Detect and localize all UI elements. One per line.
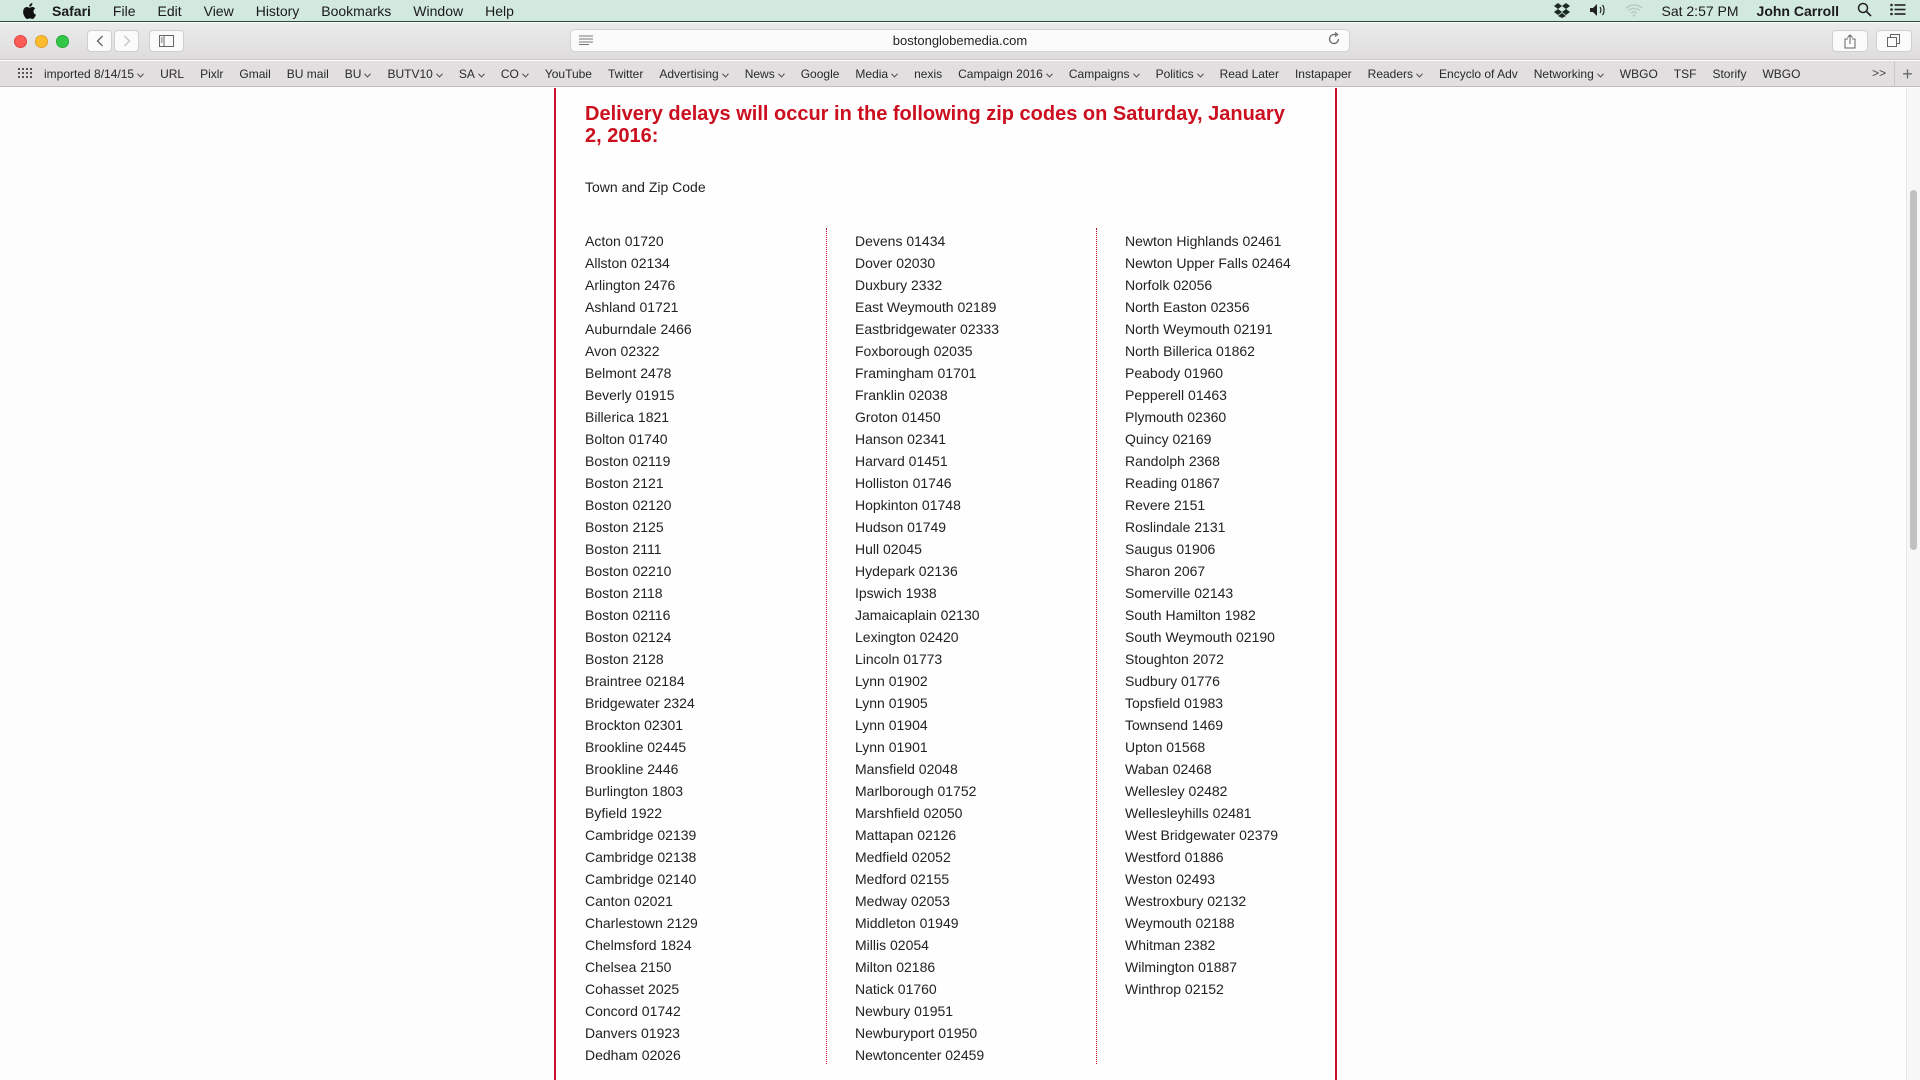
town-zip-entry: Townsend 1469: [1125, 717, 1224, 733]
sidebar-icon: [159, 35, 174, 47]
town-zip-entry: Boston 2111: [585, 541, 662, 557]
dropbox-icon[interactable]: [1553, 2, 1571, 21]
town-zip-entry: Chelmsford 1824: [585, 937, 692, 953]
bookmark-link[interactable]: [545, 67, 592, 81]
bookmark-label: News: [744, 66, 775, 81]
town-zip-entry: Hanson 02341: [855, 431, 947, 447]
town-zip-entry: Brookline 02445: [585, 739, 687, 755]
chevron-down-icon: [137, 70, 144, 80]
town-zip-entry: Boston 2118: [585, 585, 663, 601]
town-zip-entry: Billerica 1821: [585, 409, 670, 425]
menu-edit[interactable]: Edit: [157, 2, 182, 19]
chevron-down-icon: [1133, 70, 1140, 80]
town-zip-entry: Sudbury 01776: [1125, 673, 1220, 689]
bookmark-folder[interactable]: [501, 67, 529, 81]
town-zip-entry: Hudson 01749: [855, 519, 947, 535]
bookmark-link[interactable]: [1220, 67, 1279, 81]
town-zip-entry: Arlington 2476: [585, 277, 676, 293]
town-zip-entry: Beverly 01915: [585, 387, 675, 403]
page-headline: Delivery delays will occur in the following zip codes on Saturday, January 2, 2016:: [585, 103, 1285, 147]
scrollbar-thumb[interactable]: [1910, 190, 1917, 550]
town-zip-entry: Bridgewater 2324: [585, 695, 695, 711]
bookmark-folder[interactable]: [1156, 67, 1204, 81]
town-zip-entry: Mansfield 02048: [855, 761, 958, 777]
zip-column-3: [1125, 230, 1375, 1000]
town-zip-entry: Boston 2125: [585, 519, 664, 535]
town-zip-entry: Norfolk 02056: [1125, 277, 1213, 293]
bookmark-label: Campaigns: [1068, 66, 1130, 81]
bookmark-link[interactable]: [160, 67, 184, 81]
bookmark-label: BUTV10: [387, 66, 433, 81]
chevron-down-icon: [1597, 70, 1604, 80]
town-zip-entry: Foxborough 02035: [855, 343, 973, 359]
town-zip-entry: Dedham 02026: [585, 1047, 681, 1063]
town-zip-entry: Holliston 01746: [855, 475, 952, 491]
show-all-bookmarks-icon[interactable]: [18, 67, 32, 81]
town-zip-entry: Medfield 02052: [855, 849, 951, 865]
bookmark-items: [44, 67, 1816, 81]
bookmark-label: BU mail: [286, 66, 329, 81]
bookmark-label: nexis: [914, 66, 943, 81]
town-zip-entry: Boston 02116: [585, 607, 671, 623]
bookmark-link[interactable]: [1762, 67, 1800, 81]
navigation-buttons: [87, 30, 139, 52]
town-zip-entry: Middleton 01949: [855, 915, 959, 931]
town-zip-entry: Auburndale 2466: [585, 321, 692, 337]
zip-column-1: [585, 230, 835, 1066]
bookmark-label: Instapaper: [1294, 66, 1352, 81]
share-icon: [1844, 34, 1856, 49]
column-divider: [826, 228, 827, 1064]
town-zip-entry: Whitman 2382: [1125, 937, 1216, 953]
town-zip-entry: Jamaicaplain 02130: [855, 607, 980, 623]
bookmark-label: Readers: [1367, 66, 1414, 81]
spotlight-search-icon[interactable]: [1857, 2, 1872, 20]
bookmark-link[interactable]: [1620, 67, 1658, 81]
town-zip-entry: Boston 02210: [585, 563, 672, 579]
bookmark-label: WBGO: [1619, 66, 1658, 81]
chevron-down-icon: [891, 70, 898, 80]
town-zip-entry: Danvers 01923: [585, 1025, 680, 1041]
back-button[interactable]: [87, 30, 112, 52]
town-zip-entry: Saugus 01906: [1125, 541, 1216, 557]
town-zip-entry: North Billerica 01862: [1125, 343, 1255, 359]
town-zip-entry: Framingham 01701: [855, 365, 977, 381]
show-all-tabs-button[interactable]: [1876, 30, 1912, 52]
town-zip-entry: Ipswich 1938: [855, 585, 937, 601]
town-zip-entry: Marlborough 01752: [855, 783, 977, 799]
reload-icon[interactable]: [1327, 32, 1341, 50]
bookmark-folder[interactable]: [459, 67, 485, 81]
chevron-down-icon: [1046, 70, 1053, 80]
town-zip-entry: Cambridge 02138: [585, 849, 697, 865]
town-zip-entry: Cambridge 02140: [585, 871, 697, 887]
menu-bookmarks[interactable]: Bookmarks: [321, 2, 392, 19]
town-zip-entry: Boston 2121: [585, 475, 664, 491]
town-zip-entry: Medway 02053: [855, 893, 950, 909]
tabs-overview-icon: [1887, 34, 1901, 48]
bookmark-label: imported 8/14/15: [44, 66, 135, 81]
town-zip-entry: Milton 02186: [855, 959, 936, 975]
forward-button[interactable]: [114, 30, 139, 52]
bookmark-link[interactable]: [914, 67, 942, 81]
town-zip-entry: Eastbridgewater 02333: [855, 321, 999, 337]
bookmark-label: CO: [500, 66, 519, 81]
chevron-down-icon: [1416, 70, 1423, 80]
town-zip-entry: Quincy 02169: [1125, 431, 1212, 447]
window-controls: [14, 35, 69, 48]
bookmark-link[interactable]: [1712, 67, 1746, 81]
town-zip-entry: Braintree 02184: [585, 673, 685, 689]
town-zip-entry: Newton Highlands 02461: [1125, 233, 1282, 249]
bookmark-link[interactable]: [287, 67, 329, 81]
town-zip-entry: Charlestown 2129: [585, 915, 698, 931]
clock[interactable]: Sat 2:57 PM: [1661, 3, 1739, 19]
town-zip-entry: Groton 01450: [855, 409, 941, 425]
bookmark-label: Gmail: [239, 66, 271, 81]
town-zip-entry: Upton 01568: [1125, 739, 1206, 755]
town-zip-entry: Avon 02322: [585, 343, 660, 359]
town-zip-entry: Medford 02155: [855, 871, 950, 887]
town-zip-entry: Bolton 01740: [585, 431, 668, 447]
town-zip-entry: Boston 02124: [585, 629, 672, 645]
bookmark-folder[interactable]: [1069, 67, 1140, 81]
chevron-down-icon: [778, 70, 785, 80]
bookmark-label: Advertising: [659, 66, 719, 81]
town-zip-entry: Lynn 01901: [855, 739, 928, 755]
notification-center-icon[interactable]: [1890, 3, 1906, 19]
menu-file[interactable]: File: [112, 2, 136, 19]
town-zip-entry: Wilmington 01887: [1125, 959, 1238, 975]
menu-history[interactable]: History: [255, 2, 300, 19]
town-zip-entry: Lynn 01905: [855, 695, 928, 711]
town-zip-entry: Westroxbury 02132: [1125, 893, 1247, 909]
column-divider: [1096, 228, 1097, 1064]
status-area: [1553, 0, 1906, 22]
town-zip-entry: Hull 02045: [855, 541, 922, 557]
bookmark-folder[interactable]: [745, 67, 785, 81]
town-zip-entry: South Weymouth 02190: [1125, 629, 1275, 645]
town-zip-entry: Winthrop 02152: [1125, 981, 1224, 997]
town-zip-entry: Harvard 01451: [855, 453, 948, 469]
town-zip-entry: Wellesley 02482: [1125, 783, 1228, 799]
apple-logo-icon[interactable]: [20, 3, 38, 19]
town-zip-entry: Ashland 01721: [585, 299, 679, 315]
town-zip-entry: Stoughton 2072: [1125, 651, 1224, 667]
town-zip-entry: Chelsea 2150: [585, 959, 672, 975]
bookmark-folder[interactable]: [659, 67, 728, 81]
zip-column-2: [855, 230, 1105, 1066]
town-zip-entry: Belmont 2478: [585, 365, 672, 381]
bookmark-label: Politics: [1155, 66, 1194, 81]
wifi-icon[interactable]: [1625, 3, 1643, 20]
content-box: [554, 88, 1337, 1080]
town-zip-entry: Wellesleyhills 02481: [1125, 805, 1252, 821]
town-zip-entry: Topsfield 01983: [1125, 695, 1224, 711]
bookmark-label: Pixlr: [200, 66, 224, 81]
town-zip-entry: Hopkinton 01748: [855, 497, 961, 513]
town-zip-entry: Lynn 01902: [855, 673, 928, 689]
town-zip-entry: Westford 01886: [1125, 849, 1224, 865]
town-zip-entry: Duxbury 2332: [855, 277, 943, 293]
bookmark-folder[interactable]: [345, 67, 372, 81]
town-zip-entry: Newbury 01951: [855, 1003, 954, 1019]
chevron-down-icon: [364, 70, 371, 80]
bookmark-label: Media: [855, 66, 889, 81]
town-zip-entry: Cohasset 2025: [585, 981, 680, 997]
town-zip-entry: Byfield 1922: [585, 805, 663, 821]
town-zip-entry: North Easton 02356: [1125, 299, 1250, 315]
browser-toolbar: [0, 23, 1920, 60]
town-zip-entry: Sharon 2067: [1125, 563, 1206, 579]
town-zip-entry: Hydepark 02136: [855, 563, 958, 579]
bookmarks-overflow-button[interactable]: >>: [1871, 66, 1886, 80]
fullscreen-window-button[interactable]: [56, 35, 69, 48]
town-zip-entry: Weymouth 02188: [1125, 915, 1235, 931]
town-zip-entry: East Weymouth 02189: [855, 299, 997, 315]
bookmark-link[interactable]: [801, 67, 840, 81]
bookmark-label: YouTube: [544, 66, 592, 81]
town-zip-entry: Cambridge 02139: [585, 827, 697, 843]
town-zip-entry: Lincoln 01773: [855, 651, 943, 667]
town-zip-entry: Natick 01760: [855, 981, 937, 997]
town-zip-entry: Acton 01720: [585, 233, 664, 249]
share-button[interactable]: [1832, 30, 1868, 52]
town-zip-entry: Concord 01742: [585, 1003, 681, 1019]
menu-help[interactable]: Help: [485, 2, 514, 19]
town-zip-entry: Brockton 02301: [585, 717, 684, 733]
town-zip-entry: Allston 02134: [585, 255, 670, 271]
bookmark-label: URL: [160, 66, 185, 81]
bookmark-link[interactable]: [239, 67, 270, 81]
bookmark-label: Networking: [1533, 66, 1594, 81]
bookmark-link[interactable]: [200, 67, 223, 81]
bookmark-folder[interactable]: [855, 67, 898, 81]
town-zip-entry: Somerville 02143: [1125, 585, 1234, 601]
town-zip-entry: Lexington 02420: [855, 629, 959, 645]
town-zip-entry: Revere 2151: [1125, 497, 1206, 513]
town-zip-entry: Canton 02021: [585, 893, 673, 909]
chevron-down-icon: [478, 70, 485, 80]
town-zip-entry: Newton Upper Falls 02464: [1125, 255, 1291, 271]
town-zip-entry: North Weymouth 02191: [1125, 321, 1273, 337]
town-zip-entry: Marshfield 02050: [855, 805, 963, 821]
town-zip-entry: Millis 02054: [855, 937, 929, 953]
town-zip-entry: Boston 02119: [585, 453, 671, 469]
menu-view[interactable]: View: [203, 2, 234, 19]
bookmark-folder[interactable]: [1368, 67, 1423, 81]
bookmark-folder[interactable]: [958, 67, 1053, 81]
town-zip-entry: Weston 02493: [1125, 871, 1216, 887]
bookmark-label: Campaign 2016: [958, 66, 1043, 81]
town-zip-entry: Waban 02468: [1125, 761, 1212, 777]
bookmark-label: Read Later: [1219, 66, 1279, 81]
bookmark-link[interactable]: [1674, 67, 1697, 81]
bookmark-label: WBGO: [1762, 66, 1801, 81]
bookmarks-bar: [0, 61, 1920, 87]
volume-icon[interactable]: [1589, 3, 1607, 20]
menu-bar: [0, 0, 1920, 22]
town-zip-entry: Reading 01867: [1125, 475, 1220, 491]
table-header-town-zip: Town and Zip Code: [585, 179, 706, 195]
close-window-button[interactable]: [14, 35, 27, 48]
town-zip-entry: Newburyport 01950: [855, 1025, 978, 1041]
town-zip-entry: Roslindale 2131: [1125, 519, 1226, 535]
chevron-down-icon: [1197, 70, 1204, 80]
user-name[interactable]: John Carroll: [1756, 3, 1839, 19]
bookmark-label: BU: [344, 66, 362, 81]
sidebar-toggle-button[interactable]: [149, 30, 184, 52]
town-zip-entry: Lynn 01904: [855, 717, 928, 733]
bookmark-label: TSF: [1673, 66, 1697, 81]
minimize-window-button[interactable]: [35, 35, 48, 48]
url-text[interactable]: bostonglobemedia.com: [892, 33, 1028, 48]
bookmark-folder[interactable]: [387, 67, 442, 81]
town-zip-entry: Newtoncenter 02459: [855, 1047, 985, 1063]
new-tab-button[interactable]: +: [1894, 61, 1920, 87]
bookmark-label: Google: [800, 66, 840, 81]
town-zip-entry: Peabody 01960: [1125, 365, 1224, 381]
town-zip-entry: Franklin 02038: [855, 387, 948, 403]
bookmark-link[interactable]: [1295, 67, 1352, 81]
reader-view-icon[interactable]: [579, 33, 593, 48]
town-zip-entry: Boston 02120: [585, 497, 672, 513]
bookmark-folder[interactable]: [1534, 67, 1604, 81]
town-zip-entry: Mattapan 02126: [855, 827, 957, 843]
chevron-down-icon: [722, 70, 729, 80]
vertical-scrollbar[interactable]: [1906, 88, 1920, 1080]
bookmark-label: Storify: [1712, 66, 1747, 81]
bookmark-label: SA: [458, 66, 475, 81]
town-zip-entry: South Hamilton 1982: [1125, 607, 1256, 623]
town-zip-entry: Boston 2128: [585, 651, 664, 667]
bookmark-label: Twitter: [607, 66, 644, 81]
town-zip-entry: West Bridgewater 02379: [1125, 827, 1279, 843]
town-zip-entry: Burlington 1803: [585, 783, 684, 799]
bookmark-link[interactable]: [1439, 67, 1518, 81]
chevron-left-icon: [96, 35, 104, 47]
bookmark-link[interactable]: [608, 67, 643, 81]
town-zip-entry: Dover 02030: [855, 255, 936, 271]
menu-app-safari[interactable]: Safari: [52, 2, 91, 19]
chevron-down-icon: [522, 70, 529, 80]
town-zip-entry: Brookline 2446: [585, 761, 679, 777]
chevron-right-icon: [123, 35, 131, 47]
chevron-down-icon: [436, 70, 443, 80]
town-zip-entry: Plymouth 02360: [1125, 409, 1227, 425]
bookmark-folder[interactable]: [44, 67, 144, 81]
bookmark-label: Encyclo of Adv: [1439, 66, 1518, 81]
menu-window[interactable]: Window: [413, 2, 464, 19]
town-zip-entry: Randolph 2368: [1125, 453, 1220, 469]
town-zip-entry: Pepperell 01463: [1125, 387, 1227, 403]
address-bar[interactable]: [570, 29, 1350, 52]
town-zip-entry: Devens 01434: [855, 233, 946, 249]
web-page: [0, 88, 1906, 1080]
